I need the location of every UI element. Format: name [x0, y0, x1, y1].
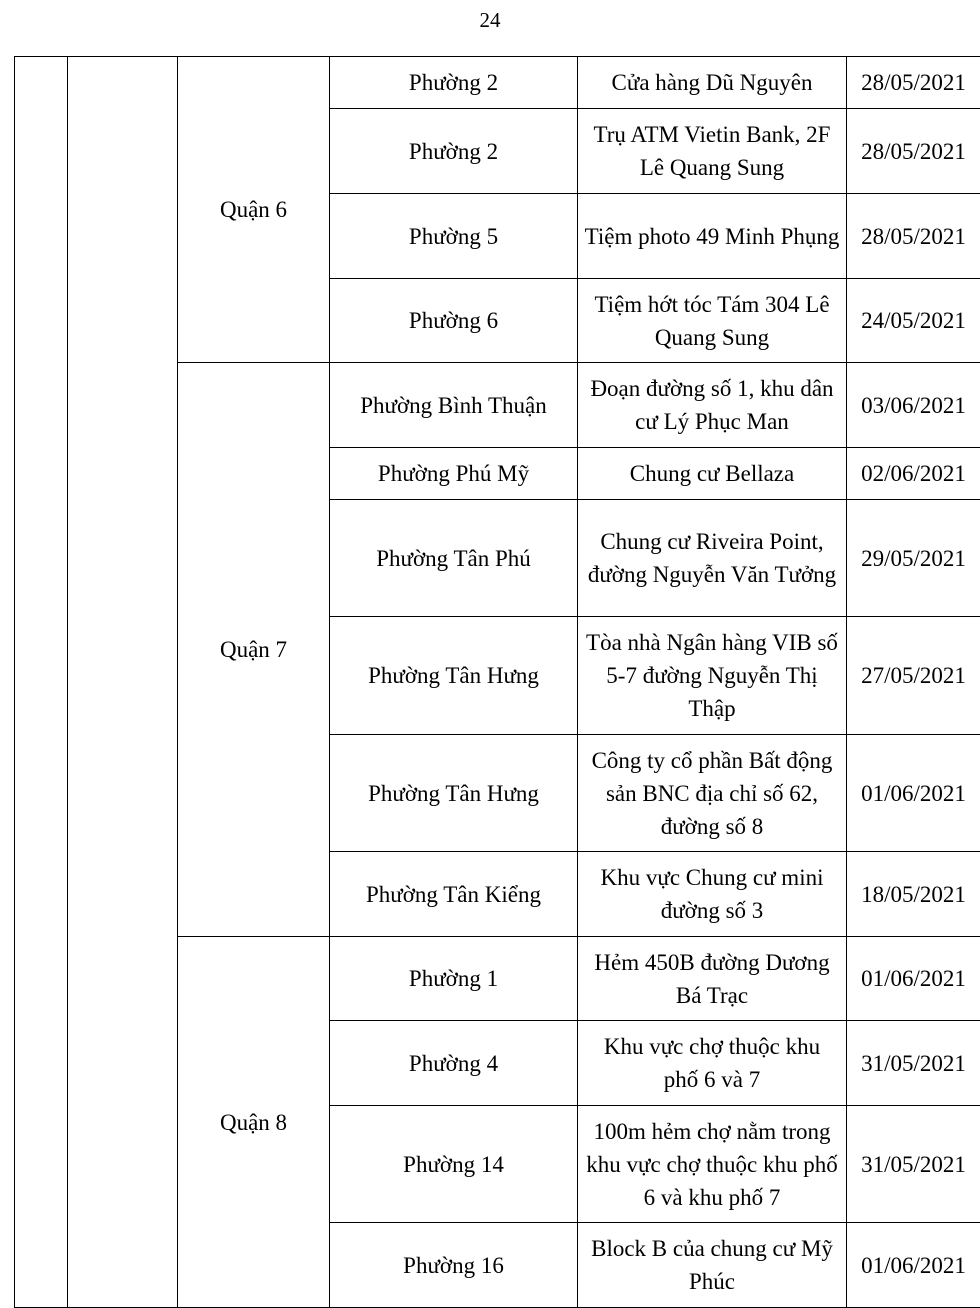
ward-cell: Phường Tân Hưng	[330, 617, 578, 735]
location-cell: Đoạn đường số 1, khu dân cư Lý Phục Man	[578, 363, 847, 448]
ward-cell: Phường Phú Mỹ	[330, 448, 578, 500]
index-cell	[15, 57, 68, 1308]
ward-cell: Phường 14	[330, 1106, 578, 1223]
location-cell: Trụ ATM Vietin Bank, 2F Lê Quang Sung	[578, 109, 847, 194]
location-cell: Khu vực Chung cư mini đường số 3	[578, 852, 847, 937]
district-cell: Quận 7	[178, 363, 330, 937]
date-cell: 31/05/2021	[847, 1106, 980, 1223]
page-number: 24	[0, 8, 980, 33]
ward-cell: Phường 6	[330, 279, 578, 363]
location-cell: Chung cư Riveira Point, đường Nguyễn Văn Tưởng	[578, 500, 847, 617]
location-cell: Chung cư Bellaza	[578, 448, 847, 500]
date-cell: 01/06/2021	[847, 1223, 980, 1308]
date-cell: 24/05/2021	[847, 279, 980, 363]
date-cell: 28/05/2021	[847, 57, 980, 109]
location-cell: Tiệm photo 49 Minh Phụng	[578, 194, 847, 279]
location-cell: Khu vực chợ thuộc khu phố 6 và 7	[578, 1021, 847, 1106]
location-cell: Block B của chung cư Mỹ Phúc	[578, 1223, 847, 1308]
date-cell: 31/05/2021	[847, 1021, 980, 1106]
ward-cell: Phường Tân Phú	[330, 500, 578, 617]
outbreak-locations-table	[14, 56, 980, 1308]
date-cell: 03/06/2021	[847, 363, 980, 448]
district-cell: Quận 8	[178, 937, 330, 1308]
location-cell: Hẻm 450B đường Dương Bá Trạc	[578, 937, 847, 1021]
date-cell: 27/05/2021	[847, 617, 980, 735]
date-cell: 28/05/2021	[847, 194, 980, 279]
ward-cell: Phường Tân Hưng	[330, 735, 578, 852]
city-cell	[68, 57, 178, 1308]
ward-cell: Phường 16	[330, 1223, 578, 1308]
ward-cell: Phường 2	[330, 57, 578, 109]
date-cell: 18/05/2021	[847, 852, 980, 937]
ward-cell: Phường 4	[330, 1021, 578, 1106]
location-cell: Cửa hàng Dũ Nguyên	[578, 57, 847, 109]
table-row	[15, 57, 980, 109]
date-cell: 01/06/2021	[847, 735, 980, 852]
ward-cell: Phường Tân Kiểng	[330, 852, 578, 937]
location-cell: Tiệm hớt tóc Tám 304 Lê Quang Sung	[578, 279, 847, 363]
date-cell: 29/05/2021	[847, 500, 980, 617]
ward-cell: Phường Bình Thuận	[330, 363, 578, 448]
location-cell: Tòa nhà Ngân hàng VIB số 5-7 đường Nguyễn Thị Thập	[578, 617, 847, 735]
ward-cell: Phường 5	[330, 194, 578, 279]
location-cell: Công ty cổ phần Bất động sản BNC địa chỉ số 62, đường số 8	[578, 735, 847, 852]
district-cell: Quận 6	[178, 57, 330, 363]
ward-cell: Phường 1	[330, 937, 578, 1021]
date-cell: 28/05/2021	[847, 109, 980, 194]
date-cell: 02/06/2021	[847, 448, 980, 500]
ward-cell: Phường 2	[330, 109, 578, 194]
location-cell: 100m hẻm chợ nằm trong khu vực chợ thuộc khu phố 6 và khu phố 7	[578, 1106, 847, 1223]
date-cell: 01/06/2021	[847, 937, 980, 1021]
